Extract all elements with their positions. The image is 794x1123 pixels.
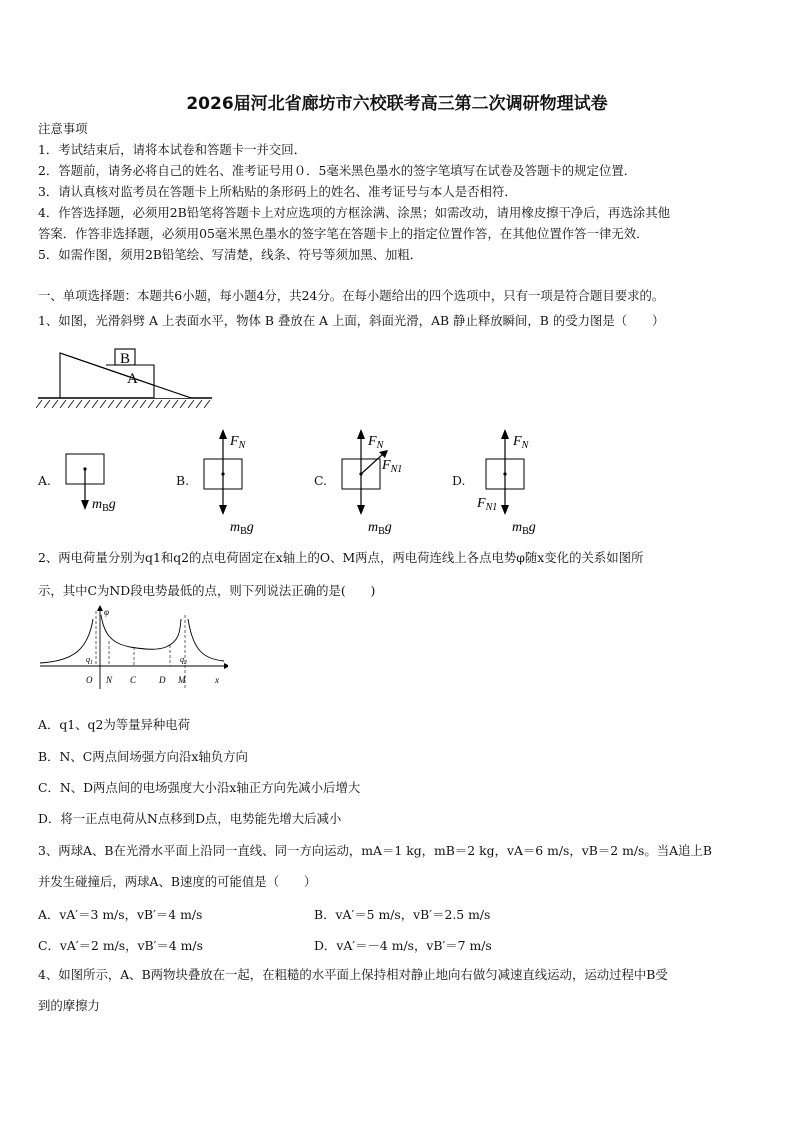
question-2-option: B．N、C两点间场强方向沿x轴负方向: [38, 749, 248, 764]
svg-text:mBg: $m_Bg$: [92, 497, 116, 514]
question-3-option: B．vA′＝5 m/s，vB′＝2.5 m/s: [314, 907, 491, 922]
option-label: C.: [314, 473, 327, 488]
question-3-stem: 并发生碰撞后，两球A、B速度的可能值是（ ）: [38, 874, 317, 889]
svg-text:D: D: [159, 675, 166, 685]
question-2-stem: 2、两电荷量分别为q1和q2的点电荷固定在x轴上的O、M两点，两电荷连线上各点电势φ随x变化的关系如图所: [38, 550, 644, 565]
svg-text:mBg: $m_Bg$: [368, 520, 392, 537]
option-label: A.: [38, 473, 51, 488]
option-label: D.: [452, 473, 466, 488]
force-diagram-c: [336, 425, 416, 539]
svg-text:FN1: $F_{N1}$: [382, 458, 403, 475]
notice-item: 1．考试结束后，请将本试卷和答题卡一并交回．: [38, 142, 307, 157]
question-3-option: A．vA′＝3 m/s，vB′＝4 m/s: [38, 907, 203, 922]
svg-text:FN: $F_N$: [230, 434, 246, 451]
svg-text:mBg: $m_Bg$: [512, 520, 536, 537]
svg-text:O: O: [86, 675, 93, 685]
block-a-label: A: [127, 371, 138, 387]
notice-item: 答案．作答非选择题，必须用05毫米黑色墨水的签字笔在答题卡上的指定位置作答，在其他位置作答一律无效．: [38, 226, 649, 241]
wedge-figure: [36, 340, 216, 412]
force-diagram-a: [60, 448, 140, 524]
svg-text:N: N: [106, 675, 113, 685]
svg-text:mBg: $m_Bg$: [230, 520, 254, 537]
svg-text:M: M: [178, 675, 186, 685]
question-2-option: A．q1、q2为等量异种电荷: [38, 717, 191, 732]
potential-graph: [38, 605, 228, 691]
page-title: 2026届河北省廊坊市六校联考高三第二次调研物理试卷: [186, 94, 608, 114]
question-4-stem: 4、如图所示，A、B两物块叠放在一起，在粗糙的水平面上保持相对静止地向右做匀减速直线运动，运动过程中B受: [38, 967, 668, 982]
question-3-option: D．vA′＝－4 m/s，vB′＝7 m/s: [314, 938, 492, 953]
section-heading: 一、单项选择题：本题共6小题，每小题4分，共24分。在每小题给出的四个选项中，只有一项是符合题目要求的。: [38, 288, 665, 303]
question-2-option: C．N、D两点间的电场强度大小沿x轴正方向先减小后增大: [38, 780, 361, 795]
svg-text:φ: φ: [104, 607, 109, 617]
svg-text:C: C: [130, 675, 137, 685]
force-diagram-d: [474, 425, 564, 539]
question-2-stem: 示，其中C为ND段电势最低的点，则下列说法正确的是( ): [38, 583, 376, 598]
question-3-stem: 3、两球A、B在光滑水平面上沿同一直线、同一方向运动，mA＝1 kg，mB＝2 kg，vA＝6 m/s，vB＝2 m/s。当A追上B: [38, 843, 713, 858]
svg-text:x: x: [215, 675, 219, 685]
question-2-option: D．将一正点电荷从N点移到D点，电势能先增大后减小: [38, 811, 342, 826]
svg-text:FN: $F_N$: [513, 434, 529, 451]
svg-text:FN: $F_N$: [368, 434, 384, 451]
question-3-option: C．vA′＝2 m/s，vB′＝4 m/s: [38, 938, 203, 953]
notice-item: 4．作答选择题，必须用2B铅笔将答题卡上对应选项的方框涂满、涂黑；如需改动，请用橡皮擦干净后，再选涂其他: [38, 205, 671, 220]
block-b-label: B: [120, 351, 131, 367]
notice-heading: 注意事项: [38, 121, 88, 136]
force-diagram-b: [198, 425, 278, 539]
option-label: B.: [176, 473, 190, 488]
question-4-stem: 到的摩擦力: [38, 998, 100, 1013]
svg-text:q2: $q_2$: [180, 655, 187, 666]
svg-text:q1: $q_1$: [86, 655, 93, 666]
svg-text:FN1: $F_{N1}$: [477, 496, 498, 513]
notice-item: 3．请认真核对监考员在答题卡上所粘贴的条形码上的姓名、准考证号与本人是否相符．: [38, 184, 517, 199]
notice-item: 5．如需作图，须用2B铅笔绘、写清楚，线条、符号等须加黑、加粗．: [38, 247, 423, 262]
notice-item: 2．答题前，请务必将自己的姓名、准考证号用０．5毫米黑色墨水的签字笔填写在试卷及答题卡的规定位置．: [38, 163, 637, 178]
question-1-stem: 1、如图，光滑斜劈 A 上表面水平，物体 B 叠放在 A 上面，斜面光滑，AB 静止释放瞬间，B 的受力图是（ ）: [38, 313, 665, 328]
